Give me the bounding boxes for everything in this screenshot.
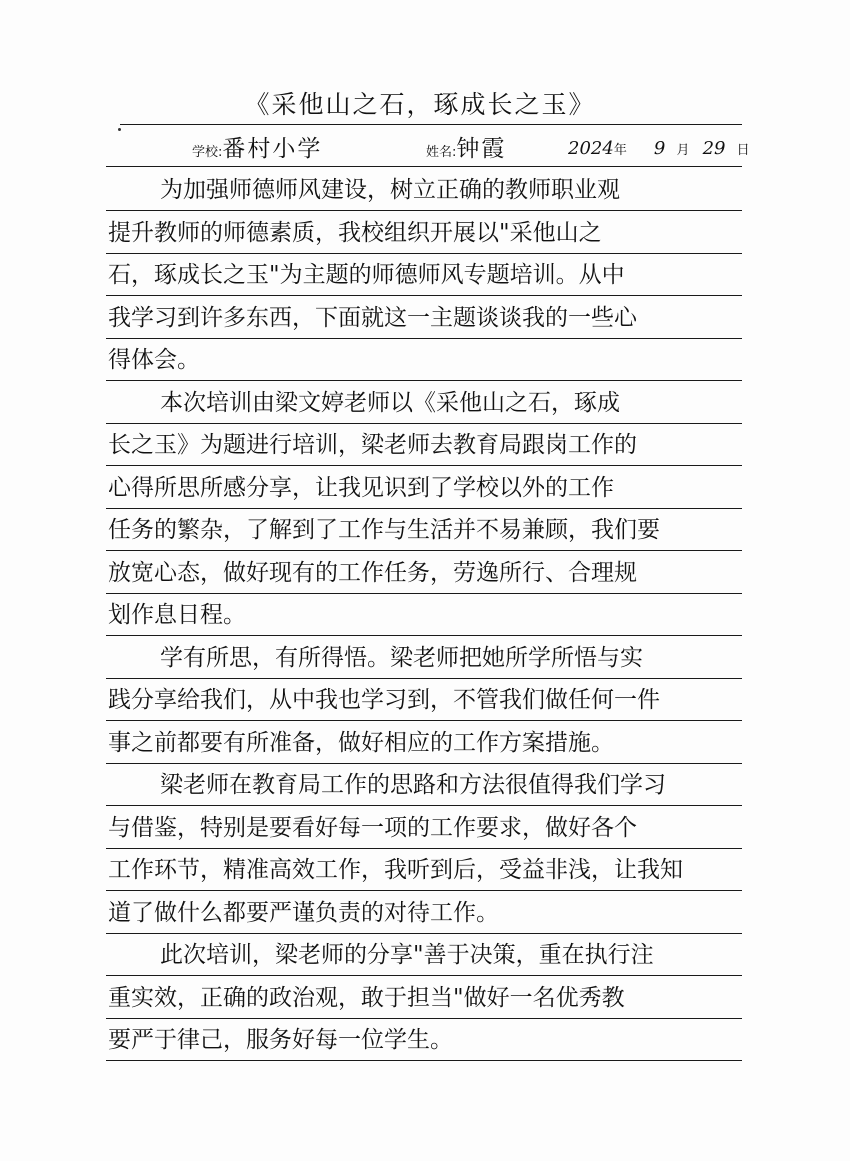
ruled-line	[106, 593, 742, 594]
date-field	[568, 132, 750, 166]
ruled-line	[106, 848, 742, 849]
essay-line: 本次培训由梁文婷老师以《采他山之石，琢成	[160, 390, 620, 416]
ruled-line	[106, 253, 742, 254]
date-month: 9	[653, 138, 666, 159]
ruled-line	[106, 295, 742, 296]
name-value: 钟霞	[456, 136, 507, 162]
essay-line: 工作环节，精准高效工作，我听到后，受益非浅，让我知	[108, 857, 683, 883]
essay-line: 我学习到许多东西，下面就这一主题谈谈我的一些心	[108, 305, 637, 331]
ruled-line	[106, 465, 742, 466]
name-field	[426, 132, 506, 166]
ruled-line	[106, 678, 742, 679]
essay-line: 提升教师的师德素质，我校组织开展以"采他山之	[108, 220, 602, 246]
essay-line: 长之玉》为题进行培训，梁老师去教育局跟岗工作的	[108, 432, 637, 458]
essay-line: 践分享给我们，从中我也学习到，不管我们做任何一件	[108, 687, 660, 713]
date-year-unit: 年	[613, 143, 627, 158]
essay-line: 划作息日程。	[108, 602, 246, 628]
ruled-line	[106, 635, 742, 636]
essay-line: 为加强师德师风建设，树立正确的教师职业观	[160, 177, 620, 203]
ruled-line	[106, 805, 742, 806]
essay-line: 事之前都要有所准备，做好相应的工作方案措施。	[108, 730, 614, 756]
essay-line: 心得所思所感分享，让我见识到了学校以外的工作	[108, 475, 614, 501]
header-rule	[106, 166, 742, 167]
ruled-line	[106, 1060, 742, 1061]
essay-line: 此次培训，梁老师的分享"善于决策，重在执行注	[160, 942, 654, 968]
ruled-line	[106, 763, 742, 764]
ruled-line	[106, 890, 742, 891]
school-value: 番村小学	[222, 136, 323, 162]
ruled-line	[106, 1018, 742, 1019]
school-label: 学校:	[192, 145, 223, 160]
ruled-line	[106, 508, 742, 509]
ruled-line	[106, 380, 742, 381]
name-label: 姓名:	[426, 145, 457, 160]
essay-line: 得体会。	[108, 347, 200, 373]
ruled-line	[106, 423, 742, 424]
essay-line: 任务的繁杂，了解到了工作与生活并不易兼顾，我们要	[108, 517, 660, 543]
essay-line: 道了做什么都要严谨负责的对待工作。	[108, 900, 499, 926]
essay-line: 石，琢成长之玉"为主题的师德师风专题培训。从中	[108, 262, 625, 288]
essay-line: 学有所思，有所得悟。梁老师把她所学所悟与实	[160, 645, 643, 671]
date-day: 29	[702, 138, 726, 159]
ruled-line	[106, 210, 742, 211]
ruled-line	[106, 933, 742, 934]
school-field	[192, 132, 322, 166]
ruled-line	[106, 338, 742, 339]
date-month-unit: 月	[676, 143, 690, 158]
essay-title: 《采他山之石，琢成长之玉》	[244, 90, 596, 119]
essay-line: 梁老师在教育局工作的思路和方法很值得我们学习	[160, 772, 666, 798]
date-year: 2024	[568, 138, 614, 159]
essay-line: 放宽心态，做好现有的工作任务，劳逸所行、合理规	[108, 560, 637, 586]
ruled-line	[106, 550, 742, 551]
essay-line: 与借鉴，特别是要看好每一项的工作要求，做好各个	[108, 815, 637, 841]
ink-dot	[118, 128, 121, 131]
date-day-unit: 日	[736, 143, 750, 158]
ruled-line	[106, 975, 742, 976]
essay-line: 重实效，正确的政治观，敢于担当"做好一名优秀教	[108, 985, 625, 1011]
essay-line: 要严于律己，服务好每一位学生。	[108, 1027, 453, 1053]
title-underline	[120, 124, 742, 125]
ruled-line	[106, 720, 742, 721]
